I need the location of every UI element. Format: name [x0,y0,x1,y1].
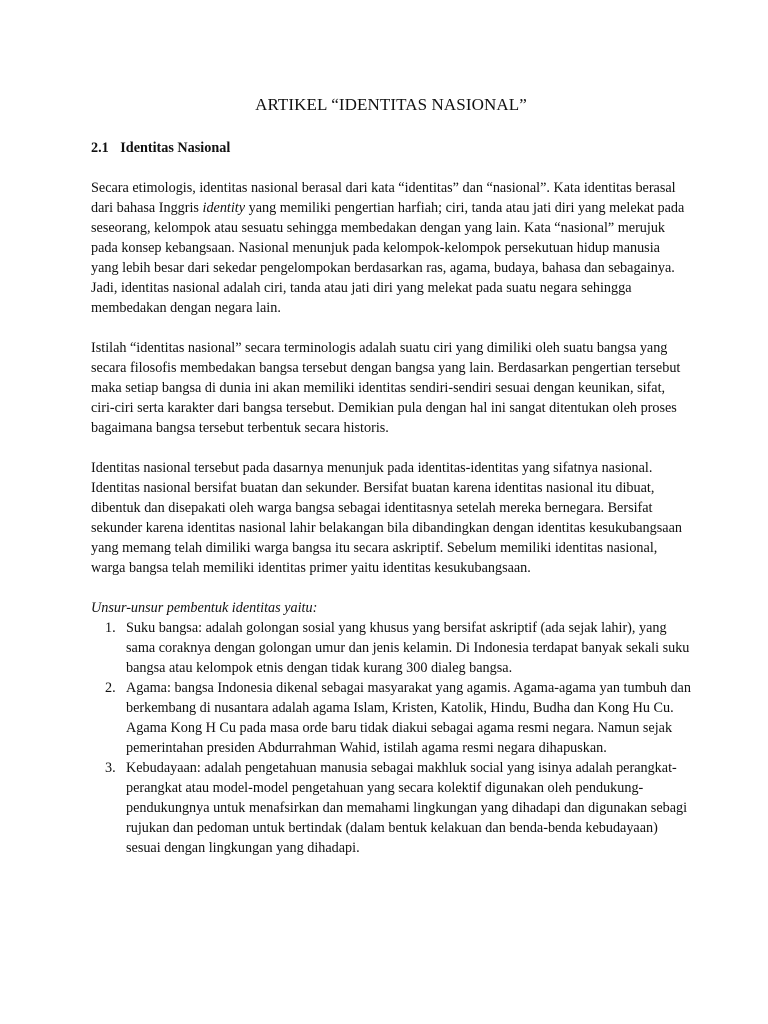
list-item-number: 2. [105,680,116,696]
document-title: ARTIKEL “IDENTITAS NASIONAL” [255,95,527,114]
paragraph-etimologis [91,178,691,318]
list-item-text: Agama: bangsa Indonesia dikenal sebagai masyarakat yang agamis. Agama-agama yan tumbuh dan berkembang di nusantara adalah agama Islam, Kristen, Katolik, Hindu, Budha dan Kong Hu Cu. Agama Kong H Cu pada masa orde baru tidak diakui sebagai agama resmi negara. Namun sejak pemerintahan presiden Abdurrahman Wahid, istilah agama resmi negara dihapuskan. [126,680,691,756]
list-item-number: 1. [105,620,116,636]
section-title: Identitas Nasional [120,140,231,156]
section-number: 2.1 [91,140,109,156]
paragraph-text: yang memiliki pengertian harfiah; ciri, tanda atau jati diri yang melekat pada seseorang, kelompok atau sesuatu sehingga membedakan dengan yang lain. Kata “nasional” merujuk pada konsep kebangsaan. Nasional menunjuk pada kelompok-kelompok persekutuan hidup manusia yang lebih besar dari sekedar pengelompokan berdasarkan ras, agama, budaya, bahasa dan sebagainya. Jadi, identitas nasional adalah ciri, tanda atau jati diri yang melekat pada suatu negara sehingga membedakan dengan negara lain. [91,200,685,316]
document-page [91,94,691,858]
italic-term: identity [202,200,246,216]
unsur-list [91,618,691,858]
list-item [91,758,691,858]
list-item-text: Kebudayaan: adalah pengetahuan manusia sebagai makhluk social yang isinya adalah perangkat-perangkat atau model-model pengetahuan yang secara kolektif digunakan oleh pendukung-pendukungnya untuk menafsirkan dan memahami lingkungan yang dihadapi dan digunakan sebagi rujukan dan pedoman untuk bertindak (dalam bentuk kelakuan dan benda-benda kebudayaan) sesuai dengan lingkungan yang dihadapi. [126,760,688,856]
paragraph-terminologis: Istilah “identitas nasional” secara terminologis adalah suatu ciri yang dimiliki oleh suatu bangsa yang secara filosofis membedakan bangsa tersebut dengan bangsa yang lain. Berdasarkan pengertian tersebut maka setiap bangsa di dunia ini akan memiliki identitas sendiri-sendiri sesuai dengan keunikan, sifat, ciri-ciri serta karakter dari bangsa tersebut. Demikian pula dengan hal ini sangat ditentukan oleh proses bagaimana bangsa tersebut terbentuk secara historis. [91,340,681,436]
list-item [91,618,691,678]
list-item-number: 3. [105,760,116,776]
list-item-text: Suku bangsa: adalah golongan sosial yang khusus yang bersifat askriptif (ada sejak lahir), yang sama coraknya dengan golongan umur dan jenis kelamin. Di Indonesia terdapat banyak sekali suku bangsa atau kelompok etnis dengan tidak kurang 300 dialeg bangsa. [126,620,690,676]
section-heading [91,138,691,158]
list-item [91,678,691,758]
unsur-heading: Unsur-unsur pembentuk identitas yaitu: [91,600,318,616]
paragraph-sifat-identitas: Identitas nasional tersebut pada dasarnya menunjuk pada identitas-identitas yang sifatnya nasional. Identitas nasional bersifat buatan dan sekunder. Bersifat buatan karena identitas nasional itu dibuat, dibentuk dan disepakati oleh warga bangsa sebagai identitasnya setelah mereka bernegara. Bersifat sekunder karena identitas nasional lahir belakangan bila dibandingkan dengan identitas kesukubangsaan yang memang telah dimiliki warga bangsa itu secara askriptif. Sebelum memiliki identitas nasional, warga bangsa telah memiliki identitas primer yaitu identitas kesukubangsaan. [91,460,682,576]
paragraph-text: Secara etimologis, identitas nasional berasal dari kata “identitas” dan “nasional”. Kata identitas berasal dari bahasa Inggris [91,180,676,216]
